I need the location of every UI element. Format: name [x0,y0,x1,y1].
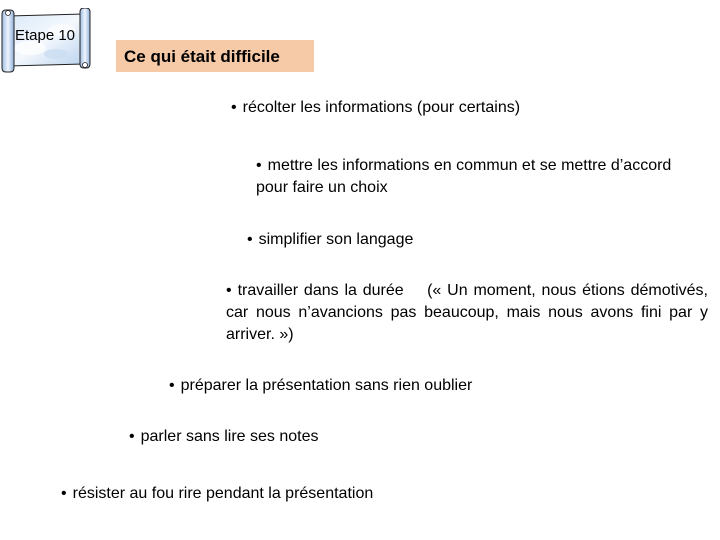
list-item [226,280,713,346]
step-badge [0,8,92,74]
bullet-icon: • [247,231,253,248]
bullet-icon: • [169,377,175,394]
list-item [247,229,413,251]
list-item-text: parler sans lire ses notes [140,428,319,445]
list-item-text: résister au fou rire pendant la présentation [72,485,374,502]
list-item-text: travailler dans la durée (« Un moment, nous étions démotivés, car nous n’avancions pas beaucoup, mais nous avons fini par y arriver. ») [226,282,713,343]
slide-title [116,40,314,72]
bullet-icon: • [226,282,232,299]
bullet-icon: • [231,99,237,116]
list-item [231,97,520,119]
list-item [61,483,373,505]
step-label: Etape 10 [14,27,76,44]
list-item [256,155,676,199]
list-item-text: récolter les informations (pour certains) [242,99,521,116]
list-item-text: simplifier son langage [258,231,414,248]
bullet-icon: • [61,485,67,502]
list-item [129,426,318,448]
list-item [169,375,472,397]
list-item-text: mettre les informations en commun et se mettre d’accord pour faire un choix [256,157,672,196]
bullet-icon: • [256,157,262,174]
slide-title-text: Ce qui était difficile [124,47,280,66]
list-item-text: préparer la présentation sans rien oublier [180,377,473,394]
bullet-icon: • [129,428,135,445]
